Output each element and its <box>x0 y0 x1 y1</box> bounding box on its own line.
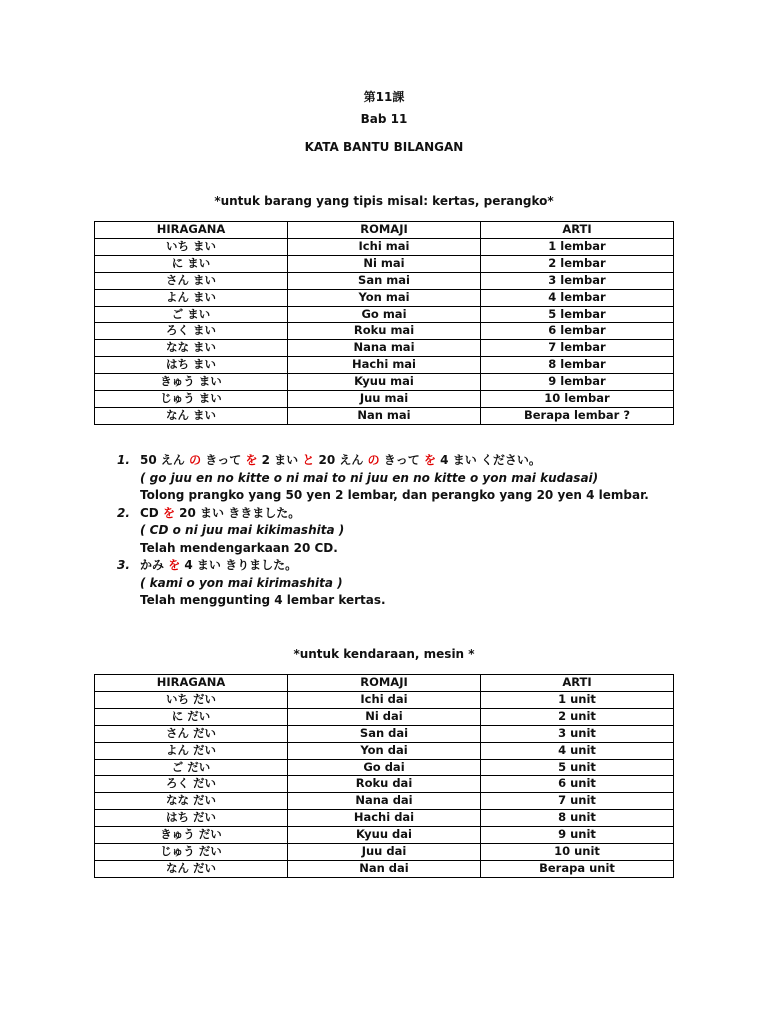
cell-romaji: San mai <box>288 272 481 289</box>
cell-romaji: Juu dai <box>288 844 481 861</box>
cell-hiragana: ろく まい <box>95 323 288 340</box>
cell-hiragana: なん だい <box>95 860 288 877</box>
cell-hiragana: なな だい <box>95 793 288 810</box>
cell-romaji: Hachi dai <box>288 810 481 827</box>
cell-hiragana: じゅう まい <box>95 391 288 408</box>
cell-hiragana: いち だい <box>95 691 288 708</box>
cell-romaji: Nan mai <box>288 407 481 424</box>
japanese-segment: 2 まい <box>257 453 303 467</box>
table-row <box>95 793 674 810</box>
example-number: 3. <box>117 558 130 572</box>
japanese-segment: 4 まい ください。 <box>435 453 541 467</box>
column-header-hiragana: HIRAGANA <box>95 222 288 239</box>
table-row <box>95 810 674 827</box>
table-row <box>95 708 674 725</box>
cell-arti: 4 lembar <box>481 289 674 306</box>
cell-arti: 10 lembar <box>481 391 674 408</box>
japanese-segment: CD <box>140 505 163 520</box>
japanese-segment: 4 まい きりました。 <box>180 558 298 572</box>
example-3 <box>117 557 737 610</box>
example-japanese-text <box>140 453 541 467</box>
column-header-romaji: ROMAJI <box>288 222 481 239</box>
example-japanese <box>117 557 737 575</box>
section1-heading: *untuk barang yang tipis misal: kertas, perangko* <box>214 194 554 208</box>
table-row <box>95 357 674 374</box>
particle-highlight: の <box>367 453 380 467</box>
example-number: 1. <box>117 453 130 467</box>
column-header-hiragana: HIRAGANA <box>95 675 288 692</box>
example-translation: Telah mendengarkaan 20 CD. <box>140 540 338 555</box>
cell-arti: 9 unit <box>481 827 674 844</box>
cell-arti: 2 unit <box>481 708 674 725</box>
example-translation: Telah menggunting 4 lembar kertas. <box>140 593 386 607</box>
particle-highlight: を <box>168 558 181 572</box>
counter-table-dai <box>94 674 674 878</box>
japanese-segment: 20 まい ききました。 <box>174 505 301 520</box>
example-japanese-text <box>140 558 297 572</box>
cell-arti: Berapa unit <box>481 860 674 877</box>
table-row <box>95 860 674 877</box>
table-row <box>95 407 674 424</box>
table-row <box>95 323 674 340</box>
cell-arti: 7 unit <box>481 793 674 810</box>
particle-highlight: を <box>245 453 258 467</box>
cell-romaji: Go mai <box>288 306 481 323</box>
cell-arti: 1 lembar <box>481 238 674 255</box>
particle-highlight: を <box>162 505 175 520</box>
chapter-kanji: 第11課 <box>363 90 405 104</box>
cell-hiragana: に だい <box>95 708 288 725</box>
examples-list <box>117 452 737 610</box>
japanese-segment: きって <box>379 453 424 467</box>
example-romaji: ( CD o ni juu mai kikimashita ) <box>140 523 345 537</box>
table-row <box>95 844 674 861</box>
cell-arti: 10 unit <box>481 844 674 861</box>
particle-highlight: の <box>189 453 202 467</box>
cell-arti: 6 lembar <box>481 323 674 340</box>
cell-hiragana: じゅう だい <box>95 844 288 861</box>
cell-romaji: Ichi dai <box>288 691 481 708</box>
cell-arti: 9 lembar <box>481 374 674 391</box>
table-row <box>95 255 674 272</box>
example-2 <box>117 505 737 558</box>
table-row <box>95 238 674 255</box>
cell-hiragana: はち まい <box>95 357 288 374</box>
cell-hiragana: に まい <box>95 255 288 272</box>
particle-highlight: を <box>423 453 436 467</box>
cell-hiragana: なん まい <box>95 407 288 424</box>
example-translation: Tolong prangko yang 50 yen 2 lembar, dan perangko yang 20 yen 4 lembar. <box>140 488 649 502</box>
table-row <box>95 742 674 759</box>
table-row <box>95 725 674 742</box>
cell-hiragana: さん だい <box>95 725 288 742</box>
particle-highlight: と <box>302 453 315 467</box>
cell-romaji: Kyuu dai <box>288 827 481 844</box>
cell-arti: 7 lembar <box>481 340 674 357</box>
cell-arti: 3 lembar <box>481 272 674 289</box>
cell-hiragana: ご まい <box>95 306 288 323</box>
cell-romaji: San dai <box>288 725 481 742</box>
column-header-arti: ARTI <box>481 222 674 239</box>
cell-hiragana: いち まい <box>95 238 288 255</box>
cell-hiragana: はち だい <box>95 810 288 827</box>
table-row <box>95 776 674 793</box>
example-japanese-text <box>140 506 300 520</box>
cell-arti: 5 lembar <box>481 306 674 323</box>
cell-hiragana: ろく だい <box>95 776 288 793</box>
table-row <box>95 340 674 357</box>
table-row <box>95 306 674 323</box>
japanese-segment: きって <box>201 453 246 467</box>
cell-hiragana: よん だい <box>95 742 288 759</box>
example-japanese <box>117 505 737 523</box>
example-1 <box>117 452 737 505</box>
table-row <box>95 272 674 289</box>
cell-romaji: Hachi mai <box>288 357 481 374</box>
page-title: KATA BANTU BILANGAN <box>304 140 464 154</box>
cell-romaji: Ni dai <box>288 708 481 725</box>
japanese-segment: かみ <box>140 558 169 572</box>
section2-heading: *untuk kendaraan, mesin * <box>293 647 475 661</box>
cell-romaji: Nana dai <box>288 793 481 810</box>
cell-hiragana: よん まい <box>95 289 288 306</box>
cell-arti: 8 lembar <box>481 357 674 374</box>
cell-arti: 6 unit <box>481 776 674 793</box>
example-romaji: ( kami o yon mai kirimashita ) <box>140 575 343 590</box>
japanese-segment: 50 えん <box>140 453 190 467</box>
cell-romaji: Yon mai <box>288 289 481 306</box>
table-header-row <box>95 675 674 692</box>
cell-arti: 2 lembar <box>481 255 674 272</box>
table-row <box>95 391 674 408</box>
cell-arti: 5 unit <box>481 759 674 776</box>
cell-hiragana: きゅう まい <box>95 374 288 391</box>
table-dai-body <box>95 675 674 878</box>
cell-arti: 4 unit <box>481 742 674 759</box>
cell-hiragana: さん まい <box>95 272 288 289</box>
japanese-segment: 20 えん <box>314 453 368 467</box>
table-row <box>95 691 674 708</box>
counter-table-mai <box>94 221 674 425</box>
cell-romaji: Nan dai <box>288 860 481 877</box>
table-header-row <box>95 222 674 239</box>
cell-romaji: Ni mai <box>288 255 481 272</box>
cell-romaji: Nana mai <box>288 340 481 357</box>
cell-romaji: Ichi mai <box>288 238 481 255</box>
cell-hiragana: ご だい <box>95 759 288 776</box>
example-japanese <box>117 452 737 470</box>
cell-arti: 8 unit <box>481 810 674 827</box>
cell-arti: 1 unit <box>481 691 674 708</box>
chapter-label: Bab 11 <box>360 112 408 126</box>
cell-romaji: Roku mai <box>288 323 481 340</box>
column-header-romaji: ROMAJI <box>288 675 481 692</box>
table-mai-body <box>95 222 674 425</box>
cell-hiragana: なな まい <box>95 340 288 357</box>
cell-arti: Berapa lembar ? <box>481 407 674 424</box>
cell-romaji: Yon dai <box>288 742 481 759</box>
cell-hiragana: きゅう だい <box>95 827 288 844</box>
example-romaji: ( go juu en no kitte o ni mai to ni juu en no kitte o yon mai kudasai) <box>140 470 599 485</box>
cell-romaji: Roku dai <box>288 776 481 793</box>
cell-romaji: Go dai <box>288 759 481 776</box>
table-row <box>95 374 674 391</box>
column-header-arti: ARTI <box>481 675 674 692</box>
cell-romaji: Juu mai <box>288 391 481 408</box>
table-row <box>95 759 674 776</box>
table-row <box>95 289 674 306</box>
table-row <box>95 827 674 844</box>
cell-arti: 3 unit <box>481 725 674 742</box>
example-number: 2. <box>117 505 130 520</box>
cell-romaji: Kyuu mai <box>288 374 481 391</box>
